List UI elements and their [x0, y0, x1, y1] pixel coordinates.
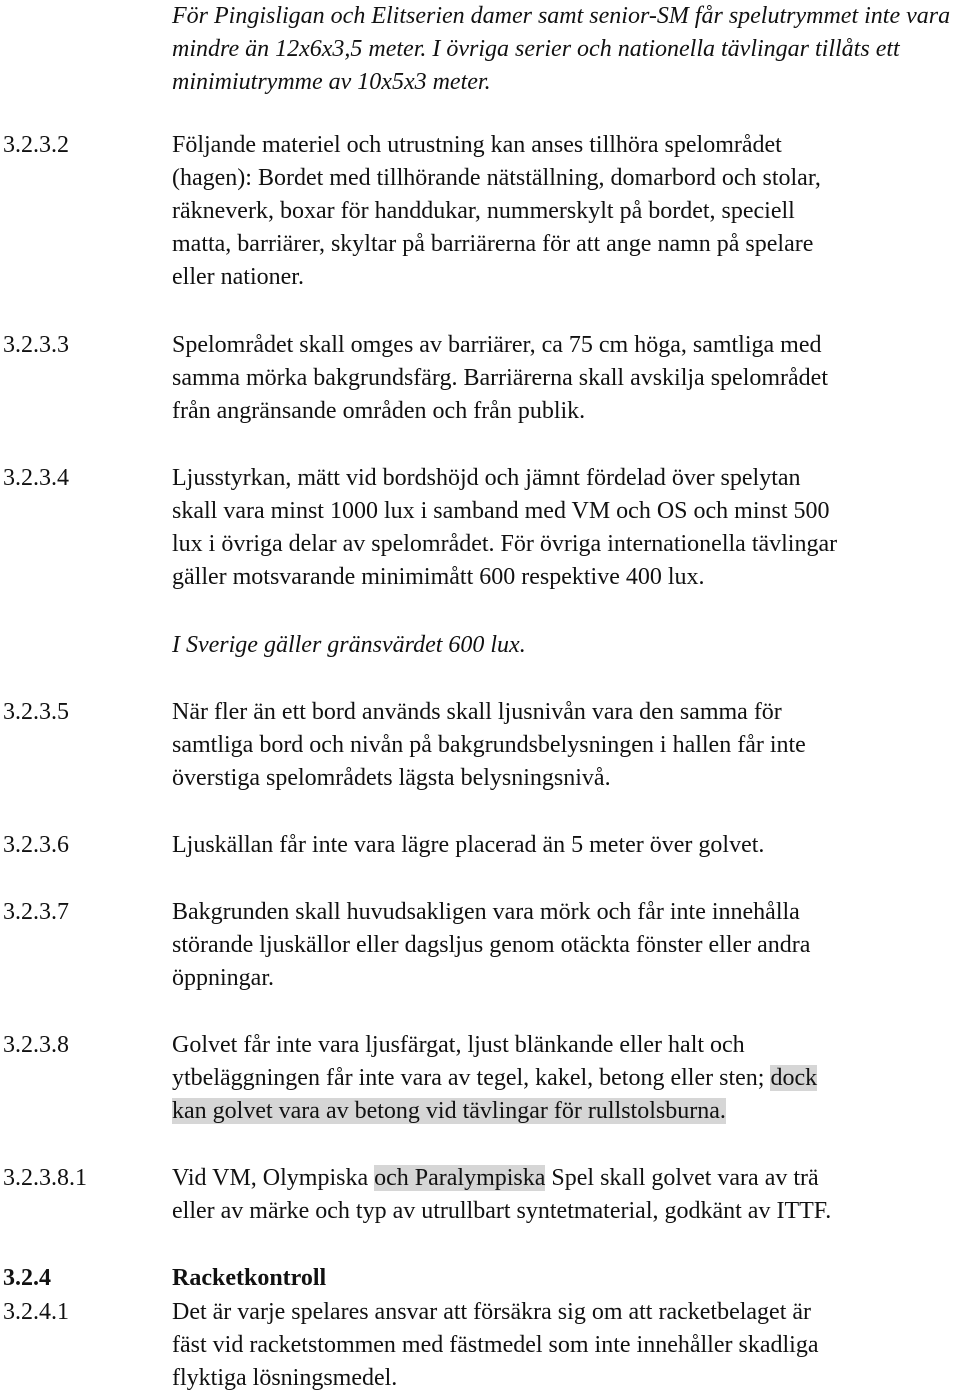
section-number: 3.2.3.8 — [3, 1032, 69, 1058]
section-number: 3.2.3.4 — [3, 465, 69, 491]
section-number: 3.2.3.5 — [3, 699, 69, 725]
sweden-note: I Sverige gäller gränsvärdet 600 lux. — [172, 632, 526, 658]
section-line: eller av märke och typ av utrullbart syntetmaterial, godkänt av ITTF. — [172, 1198, 832, 1224]
section-line-part: ytbeläggningen får inte vara av tegel, kakel, betong eller sten; — [172, 1065, 771, 1091]
section-line: överstiga spelområdets lägsta belysningsnivå. — [172, 765, 611, 791]
section-line — [172, 1095, 956, 1128]
section-line: eller nationer. — [172, 264, 304, 290]
section-line: När fler än ett bord används skall ljusnivån vara den samma för — [172, 699, 782, 725]
section-text — [172, 696, 956, 795]
section-line-part: Spel skall golvet vara av trä — [545, 1165, 819, 1191]
section-line: Följande materiel och utrustning kan anses tillhöra spelområdet — [172, 132, 782, 158]
section-text — [172, 1162, 956, 1228]
section-line: Ljuskällan får inte vara lägre placerad än 5 meter över golvet. — [172, 832, 765, 858]
section-line: från angränsande områden och från publik. — [172, 398, 586, 424]
section-line: Spelområdet skall omges av barriärer, ca 75 cm höga, samtliga med — [172, 332, 822, 358]
section-line: flyktiga lösningsmedel. — [172, 1365, 398, 1391]
highlighted-text: kan golvet vara av betong vid tävlingar för rullstolsburna. — [172, 1098, 726, 1124]
section-line — [172, 1162, 956, 1195]
section-line-part: Vid VM, Olympiska — [172, 1165, 375, 1191]
section-number: 3.2.3.8.1 — [3, 1165, 87, 1191]
section-line: öppningar. — [172, 965, 274, 991]
section-line: lux i övriga delar av spelområdet. För övriga internationella tävlingar — [172, 531, 838, 557]
section-number: 3.2.3.6 — [3, 832, 69, 858]
intro-line: För Pingisligan och Elitserien damer samt senior-SM får spelutrymmet inte vara — [172, 3, 951, 29]
section-line: räkneverk, boxar för handdukar, nummerskylt på bordet, speciell — [172, 198, 795, 224]
section-heading: Racketkontroll — [172, 1265, 327, 1291]
section-line: skall vara minst 1000 lux i samband med VM och OS och minst 500 — [172, 498, 830, 524]
highlighted-text: och Paralympiska — [374, 1165, 546, 1191]
section-text — [172, 329, 956, 428]
intro-line: mindre än 12x6x3,5 meter. I övriga serier och nationella tävlingar tillåts ett — [172, 36, 900, 62]
section-text — [172, 129, 956, 294]
section-line: samtliga bord och nivån på bakgrundsbelysningen i hallen får inte — [172, 732, 806, 758]
section-number: 3.2.3.7 — [3, 899, 69, 925]
section-line: Golvet får inte vara ljusfärgat, ljust blänkande eller halt och — [172, 1032, 745, 1058]
intro-text — [172, 0, 956, 99]
section-line: Ljusstyrkan, mätt vid bordshöjd och jämnt fördelad över spelytan — [172, 465, 801, 491]
section-line: störande ljuskällor eller dagsljus genom otäckta fönster eller andra — [172, 932, 811, 958]
section-number: 3.2.3.3 — [3, 332, 69, 358]
section-line: gäller motsvarande minimimått 600 respektive 400 lux. — [172, 564, 705, 590]
section-number: 3.2.4 — [3, 1265, 51, 1291]
section-number: 3.2.4.1 — [3, 1299, 69, 1325]
section-line: matta, barriärer, skyltar på barriärerna för att ange namn på spelare — [172, 231, 814, 257]
section-line: (hagen): Bordet med tillhörande nätställning, domarbord och stolar, — [172, 165, 821, 191]
section-text — [172, 896, 956, 995]
intro-line: minimiutrymme av 10x5x3 meter. — [172, 69, 491, 95]
section-text — [172, 829, 956, 862]
section-line: samma mörka bakgrundsfärg. Barriärerna skall avskilja spelområdet — [172, 365, 829, 391]
section-line: fäst vid racketstommen med fästmedel som inte innehåller skadliga — [172, 1332, 819, 1358]
section-line: Bakgrunden skall huvudsakligen vara mörk och får inte innehålla — [172, 899, 800, 925]
section-line — [172, 1062, 956, 1095]
section-text — [172, 462, 956, 594]
highlighted-text: dock — [770, 1065, 818, 1091]
section-text — [172, 1296, 956, 1395]
section-number: 3.2.3.2 — [3, 132, 69, 158]
section-text — [172, 1029, 956, 1128]
section-line: Det är varje spelares ansvar att försäkra sig om att racketbelaget är — [172, 1299, 812, 1325]
